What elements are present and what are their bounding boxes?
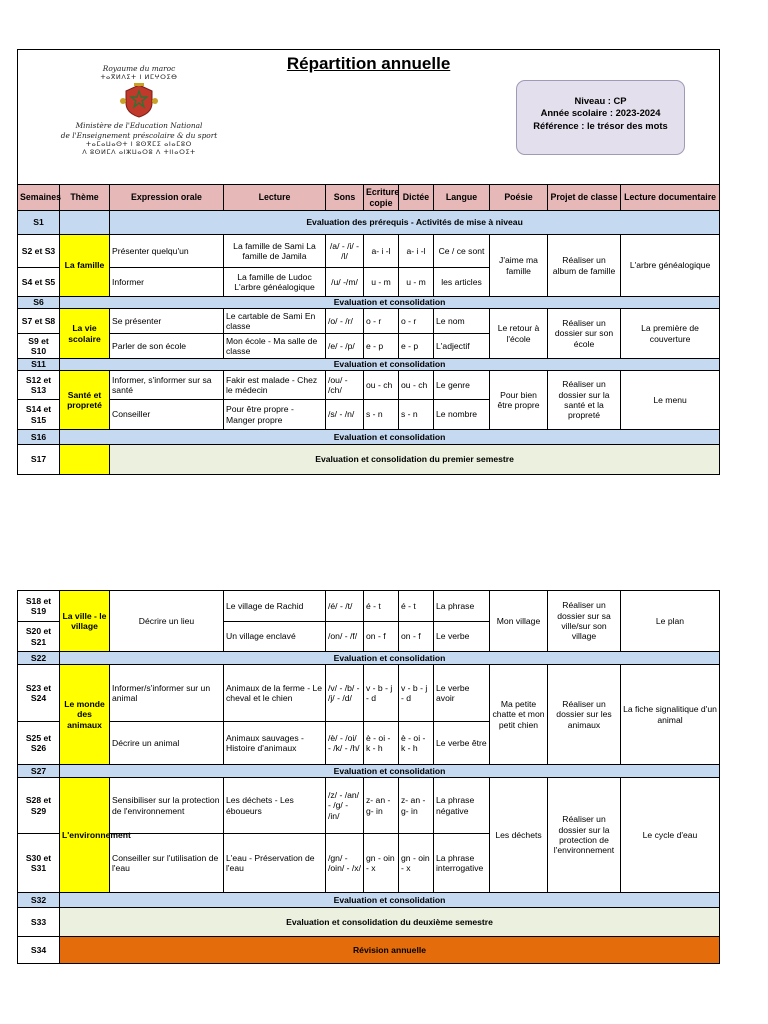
evaluation-cell: Evaluation et consolidation bbox=[60, 359, 720, 371]
week-cell: S32 bbox=[18, 893, 60, 908]
week-cell: S20 et S21 bbox=[18, 622, 60, 652]
col-header: Ecriture copie bbox=[364, 185, 399, 211]
column-header-row bbox=[18, 185, 720, 211]
ministry-logo: Royaume du maroc ⵜⴰⴳⵍⴷⵉⵜ ⵏ ⵍⵎⵖⵔⵉⴱ Ministère de l'Education National de l'Enseignement préscolaire & du sport ⵜⴰⵎⴰⵡⴰⵙⵜ ⵏ ⵓⵙⴳⵎⵉ ⴰⵏⴰⵎⵓⵔ ⴷ ⵓⵙⵍⵎⴷ ⴰⵏⵣⵡⴰⵔⵓ ⴷ ⵜⵏⵏⴰⵔⵉⵜ bbox=[60, 64, 218, 156]
col-header: Sons bbox=[326, 185, 364, 211]
evaluation-cell: Evaluation et consolidation du deuxième semestre bbox=[60, 908, 720, 937]
table-row: S2 et S3 La famille Présenter quelqu'un La famille de Sami La famille de Jamila /a/ - /i/ - /l/ a- i -l a- i -l Ce / ce sont J'aime ma famille Réaliser un album de famille L'arbre généalogique bbox=[18, 235, 720, 268]
evaluation-cell: Evaluation des prérequis - Activités de mise à niveau bbox=[110, 211, 720, 235]
evaluation-cell: Evaluation et consolidation bbox=[60, 765, 720, 778]
evaluation-cell: Evaluation et consolidation bbox=[60, 297, 720, 309]
class-info-box: Niveau : CP Année scolaire : 2023-2024 Référence : le trésor des mots bbox=[516, 80, 685, 155]
table-row: S14 et S15 Conseiller Pour être propre - Manger propre /s/ - /n/ s - n s - n Le nombre bbox=[18, 400, 720, 430]
week-cell: S2 et S3 bbox=[18, 235, 60, 268]
col-header: Thème bbox=[60, 185, 110, 211]
table-row: S18 et S19 La ville - le village Décrire un lieu Le village de Rachid /é/ - /t/ é - t é - t La phrase Mon village Réaliser un dossier sur sa ville/sur son village Le plan bbox=[18, 591, 720, 622]
evaluation-cell: Evaluation et consolidation bbox=[60, 652, 720, 665]
week-cell: S28 et S29 bbox=[18, 778, 60, 834]
week-cell: S11 bbox=[18, 359, 60, 371]
semester1-table bbox=[17, 49, 720, 475]
col-header: Poésie bbox=[490, 185, 548, 211]
week-cell: S4 et S5 bbox=[18, 268, 60, 297]
table-row: S9 et S10 Parler de son école Mon école - Ma salle de classe /e/ - /p/ e - p e - p L'adjectif bbox=[18, 334, 720, 359]
page-title: Répartition annuelle bbox=[286, 54, 451, 73]
col-header: Semaines bbox=[18, 185, 60, 211]
col-header: Lecture bbox=[224, 185, 326, 211]
table-row: S4 et S5 Informer La famille de Ludoc L'arbre généalogique /u/ -/m/ u - m u - m les articles bbox=[18, 268, 720, 297]
week-cell: S27 bbox=[18, 765, 60, 778]
week-cell: S23 et S24 bbox=[18, 665, 60, 722]
table-row bbox=[18, 893, 720, 908]
week-cell: S22 bbox=[18, 652, 60, 665]
week-cell: S18 et S19 bbox=[18, 591, 60, 622]
table-row: S20 et S21 Un village enclavé /on/ - /f/ on - f on - f Le verbe bbox=[18, 622, 720, 652]
table-row bbox=[18, 908, 720, 937]
week-cell: S12 et S13 bbox=[18, 371, 60, 400]
col-header: Expression orale bbox=[110, 185, 224, 211]
theme-cell: La vie scolaire bbox=[60, 309, 110, 359]
theme-cell: La famille bbox=[60, 235, 110, 297]
week-cell: S6 bbox=[18, 297, 60, 309]
col-header: Langue bbox=[434, 185, 490, 211]
table-row: S28 et S29 L'environnement Sensibiliser sur la protection de l'environnement Les déchets - Les éboueurs /z/ - /an/ - /g/ - /in/ z- an - g- in z- an - g- in La phrase négative Les déchets Réaliser un dossier sur la protection de l'environnement Le cycle d'eau bbox=[18, 778, 720, 834]
col-header: Projet de classe bbox=[548, 185, 621, 211]
theme-cell: La ville - le village bbox=[60, 591, 110, 652]
coat-of-arms-icon bbox=[119, 83, 159, 119]
theme-cell: Le monde des animaux bbox=[60, 665, 110, 765]
table-row: S23 et S24 Le monde des animaux Informer/s'informer sur un animal Animaux de la ferme - Le cheval et le chien /v/ - /b/ - /j/ - /d/ v - b - j - d v - b - j - d Le verbe avoir Ma petite chatte et mon petit chien Réaliser un dossier sur les animaux La fiche signalitique d'un animal bbox=[18, 665, 720, 722]
table-row bbox=[18, 297, 720, 309]
col-header: Dictée bbox=[399, 185, 434, 211]
week-cell: S9 et S10 bbox=[18, 334, 60, 359]
week-cell: S14 et S15 bbox=[18, 400, 60, 430]
table-row bbox=[18, 937, 720, 964]
evaluation-cell: Evaluation et consolidation bbox=[60, 430, 720, 445]
week-cell: S7 et S8 bbox=[18, 309, 60, 334]
table-row bbox=[18, 359, 720, 371]
week-cell: S30 et S31 bbox=[18, 834, 60, 893]
evaluation-cell: Evaluation et consolidation du premier semestre bbox=[110, 445, 720, 475]
table-row bbox=[18, 765, 720, 778]
table-row: S30 et S31 Conseiller sur l'utilisation de l'eau L'eau - Préservation de l'eau /gn/ - /oin/ - /x/ gn - oin - x gn - oin - x La phrase interrogative bbox=[18, 834, 720, 893]
table-row bbox=[18, 445, 720, 475]
semester2-table bbox=[17, 590, 720, 964]
table-row bbox=[18, 430, 720, 445]
col-header: Lecture documentaire bbox=[621, 185, 720, 211]
table-row: S12 et S13 Santé et propreté Informer, s'informer sur sa santé Fakir est malade - Chez le médecin /ou/ - /ch/ ou - ch ou - ch Le genre Pour bien être propre Réaliser un dossier sur la santé et la propreté Le menu bbox=[18, 371, 720, 400]
table-row: S25 et S26 Décrire un animal Animaux sauvages - Histoire d'animaux /è/ - /oi/ - /k/ - /h/ è - oi - k - h è - oi - k - h Le verbe être bbox=[18, 722, 720, 765]
evaluation-cell: Evaluation et consolidation bbox=[60, 893, 720, 908]
week-cell: S17 bbox=[18, 445, 60, 475]
week-cell: S1 bbox=[18, 211, 60, 235]
table-row bbox=[18, 211, 720, 235]
table-row: S7 et S8 La vie scolaire Se présenter Le cartable de Sami En classe /o/ - /r/ o - r o - r Le nom Le retour à l'école Réaliser un dossier sur son école La première de couverture bbox=[18, 309, 720, 334]
week-cell: S34 bbox=[18, 937, 60, 964]
week-cell: S16 bbox=[18, 430, 60, 445]
theme-cell: L'environnement bbox=[60, 778, 110, 893]
week-cell: S33 bbox=[18, 908, 60, 937]
revision-cell: Révision annuelle bbox=[60, 937, 720, 964]
table-row bbox=[18, 652, 720, 665]
document-header bbox=[18, 50, 720, 185]
week-cell: S25 et S26 bbox=[18, 722, 60, 765]
theme-cell: Santé et propreté bbox=[60, 371, 110, 430]
